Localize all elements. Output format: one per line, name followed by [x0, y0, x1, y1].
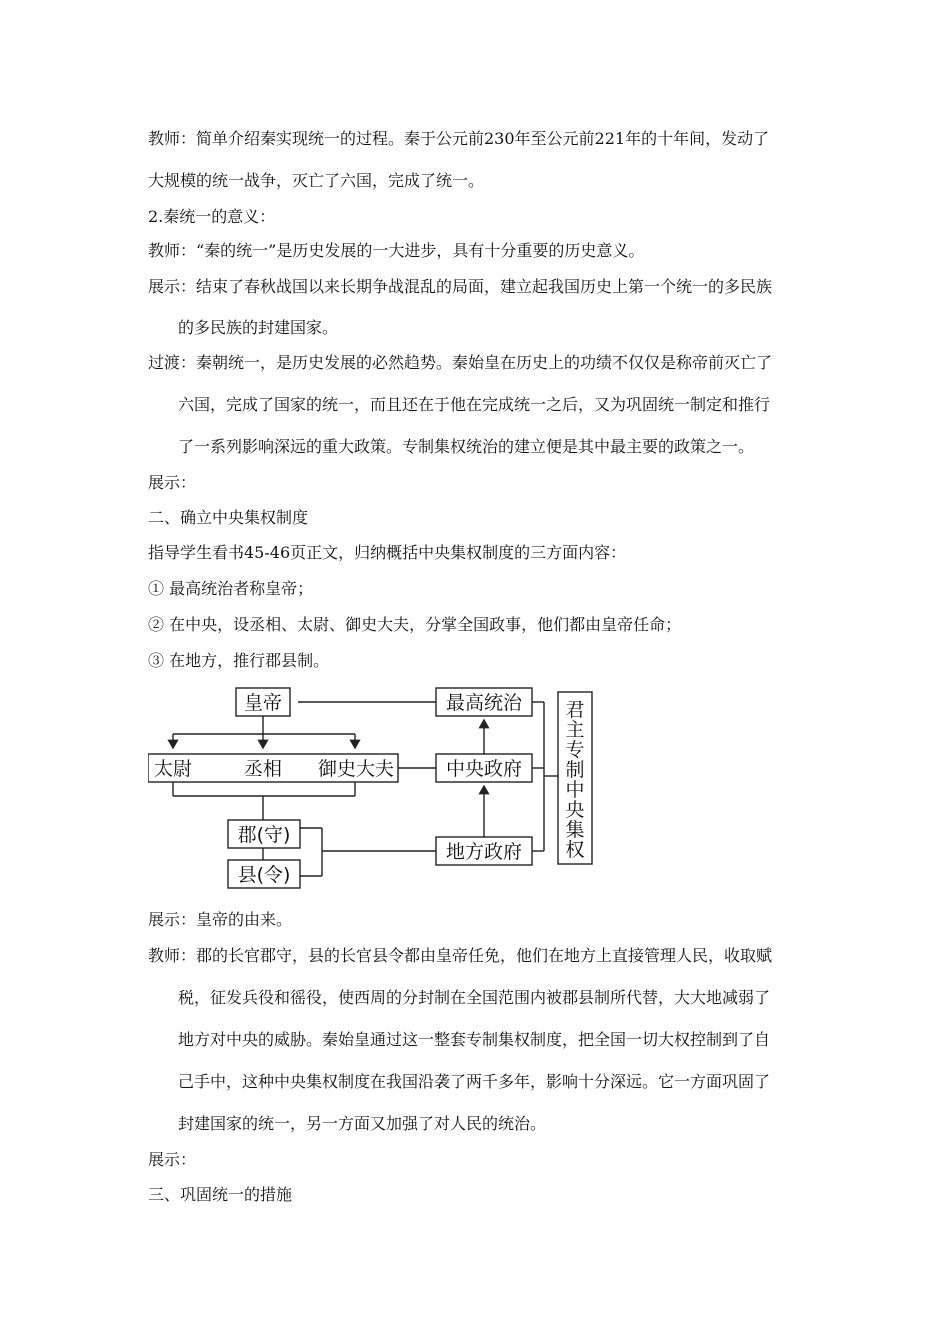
transition-line2: 六国，完成了国家的统一，而且还在于他在完成统一之后，又为巩固统一制定和推行 — [178, 395, 771, 414]
summary-char: 权 — [565, 839, 585, 861]
transition-line1: 过渡：秦朝统一，是历史发展的必然趋势。秦始皇在历史上的功绩不仅仅是称帝前灭亡了 — [148, 353, 773, 372]
summary-char: 君 — [565, 699, 585, 721]
point-1: ① 最高统治者称皇帝； — [148, 579, 314, 598]
summary-char: 制 — [565, 759, 585, 781]
emperor-label: 皇帝 — [243, 692, 283, 714]
teacher-explain-line1: 教师：郡的长官郡守，县的长官县令都由皇帝任免，他们在地方上直接管理人民，收取赋 — [148, 946, 773, 965]
paragraph-intro-line2: 大规模的统一战争，灭亡了六国，完成了统一。 — [148, 171, 485, 190]
display-label-2: 展示： — [148, 1150, 197, 1169]
highest-label: 最高统治 — [445, 692, 523, 714]
summary-char: 中 — [565, 779, 585, 801]
summary-char: 主 — [565, 719, 585, 741]
summary-char: 央 — [565, 799, 585, 821]
display-label: 展示： — [148, 473, 197, 492]
chengxiang-label: 丞相 — [243, 758, 283, 780]
teacher-explain-line2: 税，征发兵役和徭役，使西周的分封制在全国范围内被郡县制所代替，大大地减弱了 — [178, 988, 771, 1007]
section-heading-significance: 2.秦统一的意义： — [148, 207, 276, 226]
paragraph-intro-line1: 教师：简单介绍秦实现统一的过程。秦于公元前230年至公元前221年的十年间，发动了 — [148, 129, 770, 148]
xian-label: 县(令) — [237, 864, 291, 886]
teacher-explain-line3: 地方对中央的威胁。秦始皇通过这一整套专制集权制度，把全国一切大权控制到了自 — [178, 1030, 771, 1049]
summary-char: 专 — [565, 739, 585, 761]
summary-char: 集 — [565, 819, 585, 841]
point-2: ② 在中央，设丞相、太尉、御史大夫，分掌全国政事，他们都由皇帝任命； — [148, 615, 682, 634]
transition-line3: 了一系列影响深远的重大政策。专制集权统治的建立便是其中最主要的政策之一。 — [178, 437, 755, 456]
central-label: 中央政府 — [445, 758, 523, 780]
display-emperor-origin: 展示：皇帝的由来。 — [148, 910, 293, 929]
point-3: ③ 在地方，推行郡县制。 — [148, 651, 330, 670]
yushi-label: 御史大夫 — [317, 758, 394, 780]
taiwei-label: 太尉 — [154, 758, 193, 780]
display-line1: 展示：结束了春秋战国以来长期争战混乱的局面，建立起我国历史上第一个统一的多民族 — [148, 277, 773, 296]
teacher-explain-line4: 己手中，这种中央集权制度在我国沿袭了两千多年，影响十分深远。它一方面巩固了 — [178, 1072, 771, 1091]
teacher-explain-line5: 封建国家的统一，另一方面又加强了对人民的统治。 — [178, 1114, 547, 1133]
jun-label: 郡(守) — [237, 824, 291, 846]
local-label: 地方政府 — [445, 841, 523, 863]
section-heading-consolidation: 三、巩固统一的措施 — [148, 1185, 293, 1204]
guide-text: 指导学生看书45-46页正文，归纳概括中央集权制度的三方面内容： — [148, 543, 627, 562]
teacher-remark: 教师：“秦的统一”是历史发展的一大进步，具有十分重要的历史意义。 — [148, 241, 645, 260]
section-heading-centralization: 二、确立中央集权制度 — [148, 508, 309, 527]
centralization-diagram — [148, 680, 608, 895]
display-line2: 的多民族的封建国家。 — [178, 318, 339, 337]
